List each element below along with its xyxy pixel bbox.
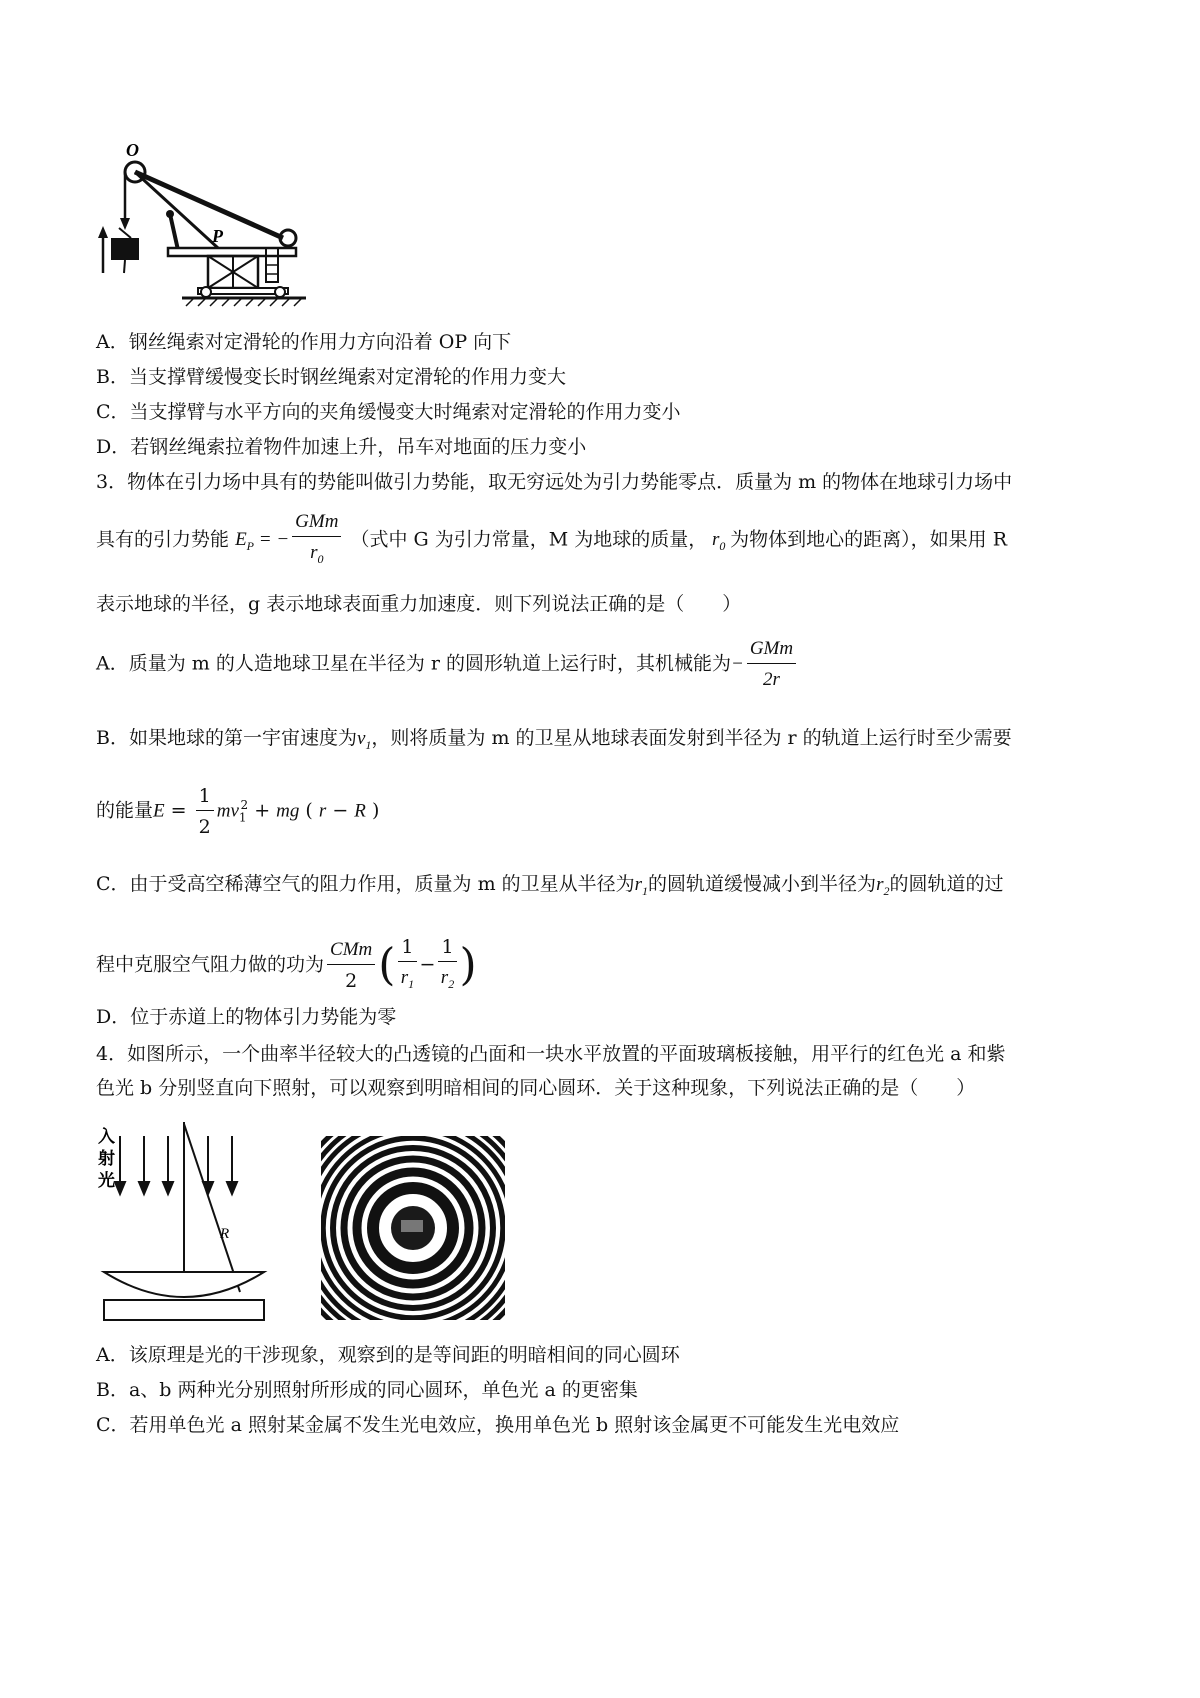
q4-option-b: B．a、b 两种光分别照射所形成的同心圆环，单色光 a 的更密集 [96,1379,638,1401]
q3-option-b-line-2: 的能量E = $\frac{1}{2}$ $mv_1^2$ + mg ( r − R ) [96,785,380,838]
incident-label-1: 入 [98,1127,115,1147]
q2-option-a: A．钢丝绳索对定滑轮的作用力方向沿着 OP 向下 [96,331,512,353]
label-o: O [126,140,139,160]
crane-figure [98,138,328,318]
newton-rings-figure [321,1136,505,1320]
q2-option-b: B．当支撑臂缓慢变长时钢丝绳索对定滑轮的作用力变大 [96,366,566,388]
q3-stem-line-3: 表示地球的半径，g 表示地球表面重力加速度．则下列说法正确的是（ ） [96,593,742,615]
label-p: P [212,226,223,246]
q2-option-c: C．当支撑臂与水平方向的夹角缓慢变大时绳索对定滑轮的作用力变小 [96,401,681,423]
formula-gmm-2r: $\frac{\text{GMm}}{2r}$ [747,637,796,692]
q4-stem-line-1: 4．如图所示，一个曲率半径较大的凸透镜的凸面和一块水平放置的平面玻璃板接触，用平行的红色光 a 和紫 [96,1043,1006,1065]
q3-option-c-line-1: C．由于受高空稀薄空气的阻力作用，质量为 m 的卫星从半径为$r_1$的圆轨道缓慢减小到半径为$r_2$的圆轨道的过 [96,873,1004,898]
radius-label: R [220,1226,230,1242]
q3-stem-2-post2: 为物体到地心的距离），如果用 R [730,528,1008,551]
q3-stem-2-pre: 具有的引力势能 [96,528,230,551]
q3-stem-line-2: 具有的引力势能 $E_P$ = − $\frac{\text{GMm}}{r_0}$ （式中 G 为引力常量，M 为地球的质量， $r_0$ 为物体到地心的距离），如果用 R [96,510,1007,571]
formula-ep: $E_P$ = − [235,529,290,554]
incident-label-3: 光 [98,1171,115,1191]
q3-stem-line-1: 3．物体在引力场中具有的势能叫做引力势能，取无穷远处为引力势能零点．质量为 m 的物体在地球引力场中 [96,471,1013,493]
q4-option-c: C．若用单色光 a 照射某金属不发生光电效应，换用单色光 b 照射该金属更不可能发生光电效应 [96,1414,900,1436]
q3-option-a-text: A．质量为 m 的人造地球卫星在半径为 r 的圆形轨道上运行时，其机械能为 [96,652,731,675]
incident-label-2: 射 [98,1149,115,1169]
q3-option-c-text-mid: 的圆轨道缓慢减小到半径为 [648,873,877,895]
formula-gmm-r0: $\frac{\text{GMm}}{r_0}$ [292,510,341,571]
q3-option-c-text-2: 程中克服空气阻力做的功为 [96,953,325,976]
q3-option-c-text-post: 的圆轨道的过 [889,873,1004,895]
q4-option-a: A．该原理是光的干涉现象，观察到的是等间距的明暗相间的同心圆环 [96,1344,680,1366]
q3-option-d: D．位于赤道上的物体引力势能为零 [96,1006,397,1028]
q3-option-b-text-2: 的能量 [96,799,154,822]
formula-half: $\frac{1}{2}$ [196,784,214,839]
q3-option-c-line-2: 程中克服空气阻力做的功为 $\frac{\text{CMm}}{2}$ ( $\frac{1}{r_1}$ − $\frac{1}{r_2}$ ) [96,936,477,992]
q3-option-b-text-1b: ，则将质量为 m 的卫星从地球表面发射到半径为 r 的轨道上运行时至少需要 [371,727,1012,749]
formula-cmm-2: $\frac{\text{CMm}}{2}$ [327,938,375,993]
lens-figure [98,1122,268,1322]
q3-option-c-text-1: C．由于受高空稀薄空气的阻力作用，质量为 m 的卫星从半径为 [96,873,635,895]
q2-option-d: D．若钢丝绳索拉着物件加速上升，吊车对地面的压力变小 [96,436,587,458]
q3-option-b-text-1: B．如果地球的第一宇宙速度为 [96,727,357,749]
q4-stem-line-2: 色光 b 分别竖直向下照射，可以观察到明暗相间的同心圆环．关于这种现象，下列说法正确的是（ ） [96,1077,976,1099]
q3-option-a: A．质量为 m 的人造地球卫星在半径为 r 的圆形轨道上运行时，其机械能为− $\frac{\text{GMm}}{2r}$ [96,637,799,692]
q3-option-b-line-1: B．如果地球的第一宇宙速度为$v_1$，则将质量为 m 的卫星从地球表面发射到半径为 r 的轨道上运行时至少需要 [96,727,1012,752]
q3-stem-2-post: （式中 G 为引力常量，M 为地球的质量， [350,528,708,551]
